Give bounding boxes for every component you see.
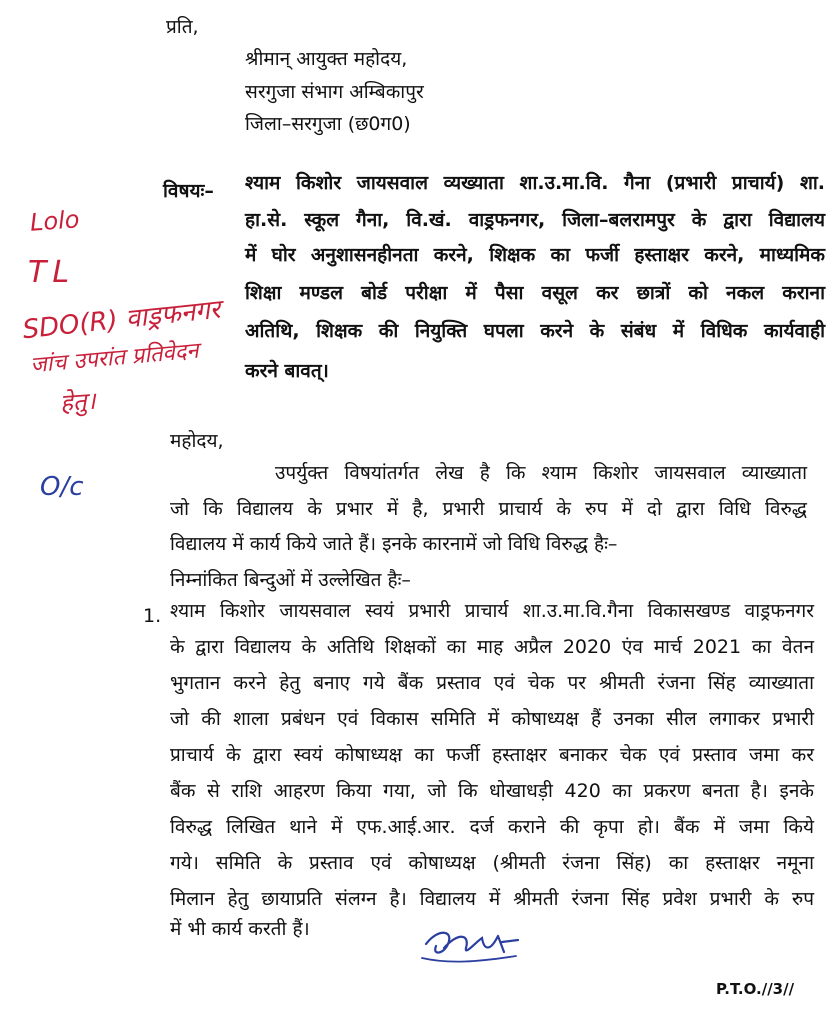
body-line: उपर्युक्त विषयांतर्गत लेख है कि श्याम किशोर जायसवाल व्याख्याता	[275, 462, 807, 484]
subject-line: अतिथि, शिक्षक की नियुक्ति घपला करने के संबंध में विधिक कार्यवाही	[245, 320, 825, 342]
point-line: में भी कार्य करती हैं।	[170, 918, 310, 940]
subject-line: श्याम किशोर जायसवाल व्यख्याता शा.उ.मा.वि. गैना (प्रभारी प्राचार्य) शा.	[245, 172, 825, 194]
margin-note-oc: O/c	[40, 472, 84, 502]
point-line: प्राचार्य के द्वारा स्वयं कोषाध्यक्ष का फर्जी हस्ताक्षर बनाकर चेक एवं प्रस्ताव जमा कर	[170, 744, 814, 766]
point-line: भुगतान करने हेतु बनाए गये बैंक प्रस्ताव एवं चेक पर श्रीमती रंजना सिंह व्याख्याता	[170, 672, 814, 694]
body-line: जो कि विद्यालय के प्रभार में है, प्रभारी प्राचार्य के रुप में दो द्वारा विधि विरुद्ध	[170, 498, 807, 520]
page-turn-note: P.T.O.//3//	[716, 980, 795, 998]
point-line: के द्वारा विद्यालय के अतिथि शिक्षकों का माह अप्रैल 2020 एंव मार्च 2021 का वेतन	[170, 636, 814, 658]
addressee-line-2: सरगुजा संभाग अम्बिकापुर	[245, 81, 424, 103]
subject-line: करने बावत्।	[245, 360, 329, 382]
margin-note-scribble: Lolo	[29, 205, 81, 237]
addressee-line-3: जिला–सरगुजा (छ0ग0)	[245, 113, 411, 135]
subject-line: में घोर अनुशासनहीनता करने, शिक्षक का फर्जी हस्ताक्षर करने, माध्यमिक	[245, 244, 825, 266]
body-line: विद्यालय में कार्य किये जाते हैं। इनके कारनामें जो विधि विरुद्ध हैः–	[170, 533, 618, 555]
point-line: मिलान हेतु छायाप्रति संलग्न है। विद्यालय में श्रीमती रंजना सिंह प्रवेश प्रभारी के रुप	[170, 888, 814, 910]
point-number: 1.	[143, 605, 162, 627]
subject-label: विषयः–	[163, 180, 214, 202]
point-line: जो की शाला प्रबंधन एवं विकास समिति में कोषाध्यक्ष हैं उनका सील लगाकर प्रभारी	[170, 708, 814, 730]
addressee-prefix: प्रति,	[166, 16, 199, 38]
margin-note-hetu: हेतु।	[59, 386, 97, 418]
margin-note-instruction: जांच उपरांत प्रतिवेदन	[29, 338, 200, 379]
margin-note-tl: TL	[28, 255, 76, 290]
margin-note-sdo: SDO(R) वाड्रफनगर	[21, 294, 222, 346]
signature	[418, 922, 528, 970]
point-line: बैंक से राशि आहरण किया गया, जो कि धोखाधड़ी 420 का प्रकरण बनता है। इनके	[170, 780, 814, 802]
salutation: महोदय,	[170, 430, 224, 452]
body-line: निम्नांकित बिन्दुओं में उल्लेखित हैः–	[170, 569, 411, 591]
subject-line: शिक्षा मण्डल बोर्ड परीक्षा में पैसा वसूल कर छात्रों को नकल कराना	[245, 282, 825, 304]
subject-line: हा.से. स्कूल गैना, वि.खं. वाड्रफनगर, जिला–बलरामपुर के द्वारा विद्यालय	[245, 209, 825, 231]
point-line: गये। समिति के प्रस्ताव एवं कोषाध्यक्ष (श्रीमती रंजना सिंह) का हस्ताक्षर नमूना	[170, 852, 814, 874]
point-line: विरुद्ध लिखित थाने में एफ.आई.आर. दर्ज कराने की कृपा हो। बैंक में जमा किये	[170, 816, 814, 838]
point-line: श्याम किशोर जायसवाल स्वयं प्रभारी प्राचार्य शा.उ.मा.वि.गैना विकासखण्ड वाड्रफनगर	[170, 600, 814, 622]
addressee-line-1: श्रीमान् आयुक्त महोदय,	[245, 48, 408, 70]
